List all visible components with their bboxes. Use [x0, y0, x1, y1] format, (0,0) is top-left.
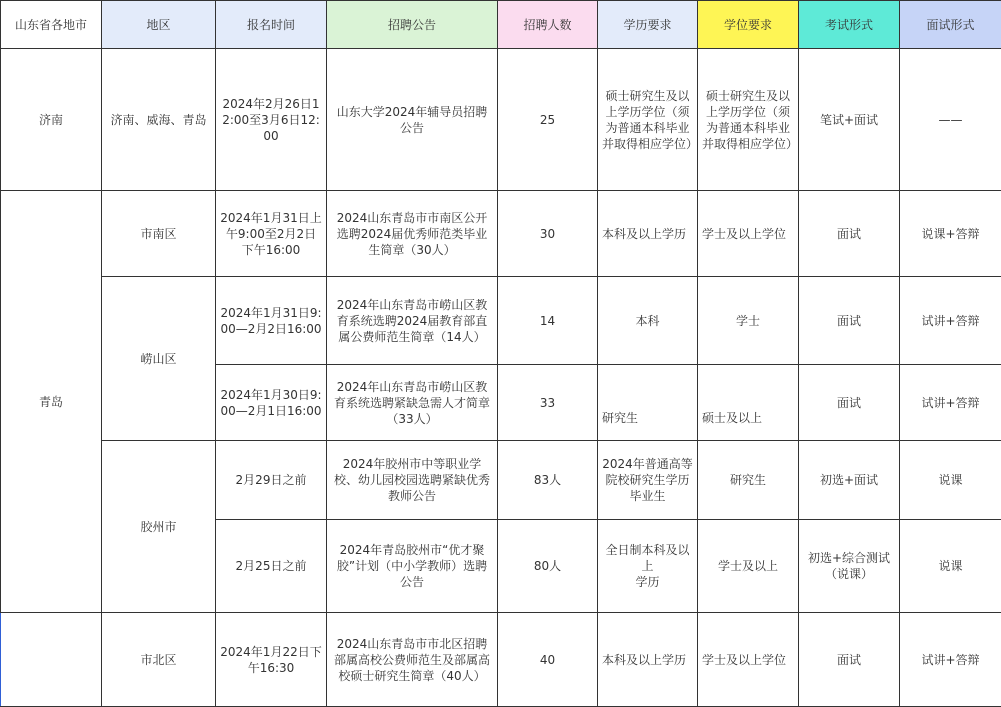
- time-cell: 2024年1月30日9:00—2月1日16:00: [216, 365, 327, 441]
- education-cell: 2024年普通高等院校研究生学历毕业生: [598, 441, 698, 520]
- city-cell: [1, 613, 102, 707]
- education-cell: [598, 520, 698, 613]
- interview-cell: ——: [900, 49, 1001, 191]
- notice-cell: 2024山东青岛市市北区招聘部属高校公费师范生及部属高校硕士研究生简章（40人）: [327, 613, 498, 707]
- interview-cell: 试讲+答辩: [900, 277, 1001, 365]
- exam-cell: 面试: [799, 277, 900, 365]
- table-row: [1, 613, 1001, 707]
- exam-cell: 笔试+面试: [799, 49, 900, 191]
- exam-cell: 面试: [799, 365, 900, 441]
- degree-cell: 硕士研究生及以上学历学位（须为普通本科毕业并取得相应学位）: [698, 49, 799, 191]
- city-cell: 济南: [1, 49, 102, 191]
- exam-cell: 初选+面试: [799, 441, 900, 520]
- time-cell: 2024年1月31日9:00—2月2日16:00: [216, 277, 327, 365]
- education-line-2: 学历: [635, 575, 660, 589]
- education-cell: 研究生: [598, 365, 698, 441]
- header-education: 学历要求: [598, 1, 698, 49]
- count-cell: 40: [498, 613, 598, 707]
- header-notice: 招聘公告: [327, 1, 498, 49]
- header-exam: 考试形式: [799, 1, 900, 49]
- exam-cell: 初选+综合测试（说课）: [799, 520, 900, 613]
- time-cell: 2024年2月26日12:00至3月6日12:00: [216, 49, 327, 191]
- education-cell: 硕士研究生及以上学历学位（须为普通本科毕业并取得相应学位）: [598, 49, 698, 191]
- notice-cell: 2024年胶州市中等职业学校、幼儿园校园选聘紧缺优秀教师公告: [327, 441, 498, 520]
- district-cell: 市北区: [102, 613, 216, 707]
- count-cell: 14: [498, 277, 598, 365]
- notice-cell: 2024年山东青岛市崂山区教育系统选聘紧缺急需人才简章（33人）: [327, 365, 498, 441]
- time-cell: 2024年1月22日下午16:30: [216, 613, 327, 707]
- education-cell: 本科: [598, 277, 698, 365]
- district-cell: 市南区: [102, 191, 216, 277]
- count-cell: 30: [498, 191, 598, 277]
- degree-cell: 学士及以上: [698, 520, 799, 613]
- exam-cell: 面试: [799, 613, 900, 707]
- table-row: [1, 441, 1001, 520]
- degree-cell: 学士及以上学位: [698, 613, 799, 707]
- header-row: [1, 1, 1001, 49]
- table-row: [1, 49, 1001, 191]
- education-cell: 本科及以上学历: [598, 613, 698, 707]
- notice-cell: 2024山东青岛市市南区公开选聘2024届优秀师范类毕业生简章（30人）: [327, 191, 498, 277]
- district-cell: 胶州市: [102, 441, 216, 613]
- interview-cell: 试讲+答辩: [900, 613, 1001, 707]
- time-cell: 2024年1月31日上午9:00至2月2日下午16:00: [216, 191, 327, 277]
- district-cell: 济南、威海、青岛: [102, 49, 216, 191]
- header-interview: 面试形式: [900, 1, 1001, 49]
- header-district: 地区: [102, 1, 216, 49]
- interview-cell: 说课+答辩: [900, 191, 1001, 277]
- count-cell: 80人: [498, 520, 598, 613]
- header-count: 招聘人数: [498, 1, 598, 49]
- header-time: 报名时间: [216, 1, 327, 49]
- exam-cell: 面试: [799, 191, 900, 277]
- time-cell: 2月29日之前: [216, 441, 327, 520]
- interview-cell: 说课: [900, 441, 1001, 520]
- count-cell: 33: [498, 365, 598, 441]
- table-row: [1, 277, 1001, 365]
- header-city: 山东省各地市: [1, 1, 102, 49]
- district-cell: 崂山区: [102, 277, 216, 441]
- city-cell: 青岛: [1, 191, 102, 613]
- notice-cell: 2024年青岛胶州市“优才聚胶”计划（中小学教师）选聘公告: [327, 520, 498, 613]
- count-cell: 25: [498, 49, 598, 191]
- interview-cell: 试讲+答辩: [900, 365, 1001, 441]
- count-cell: 83人: [498, 441, 598, 520]
- education-line-1: 全日制本科及以上: [605, 543, 690, 573]
- time-cell: 2月25日之前: [216, 520, 327, 613]
- degree-cell: 学士及以上学位: [698, 191, 799, 277]
- notice-cell: 2024年山东青岛市崂山区教育系统选聘2024届教育部直属公费师范生简章（14人）: [327, 277, 498, 365]
- notice-cell: 山东大学2024年辅导员招聘公告: [327, 49, 498, 191]
- degree-cell: 研究生: [698, 441, 799, 520]
- table-row: [1, 191, 1001, 277]
- header-degree: 学位要求: [698, 1, 799, 49]
- education-cell: 本科及以上学历: [598, 191, 698, 277]
- interview-cell: 说课: [900, 520, 1001, 613]
- degree-cell: 硕士及以上: [698, 365, 799, 441]
- degree-cell: 学士: [698, 277, 799, 365]
